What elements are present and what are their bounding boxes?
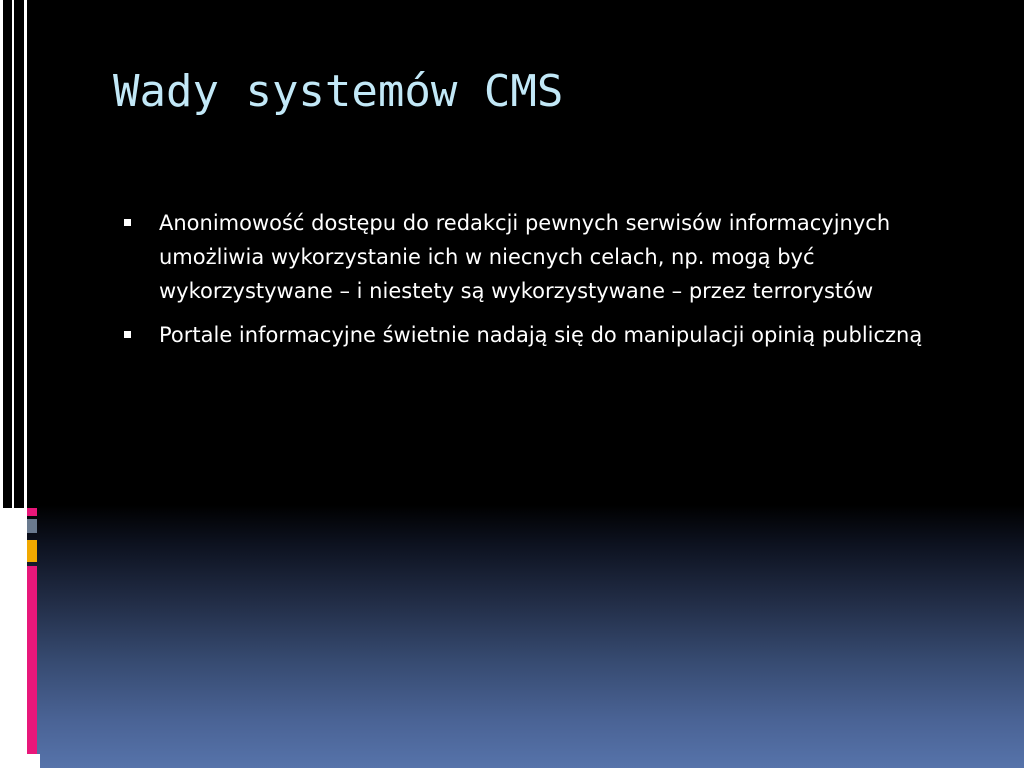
square-bullet-icon bbox=[124, 331, 131, 338]
decorative-white-edge-bottom bbox=[0, 754, 40, 768]
decorative-stripe bbox=[3, 0, 12, 508]
bullet-item bbox=[120, 318, 970, 352]
bullet-item bbox=[120, 206, 970, 308]
bullet-list bbox=[120, 206, 970, 362]
bullet-text: Anonimowość dostępu do redakcji pewnych serwisów informacyjnych umożliwia wykorzystanie ich w niecnych celach, np. mogą być wykorzystywane – i niestety są wykorzystywane – przez terrorystów bbox=[159, 211, 891, 303]
accent-block-gray bbox=[27, 519, 37, 533]
decorative-stripe bbox=[27, 0, 40, 508]
accent-block-pink bbox=[27, 508, 37, 516]
slide-title: Wady systemów CMS bbox=[113, 66, 564, 117]
decorative-stripe bbox=[14, 0, 24, 508]
bullet-text: Portale informacyjne świetnie nadają się do manipulacji opinią publiczną bbox=[159, 323, 923, 347]
decorative-white-edge bbox=[0, 508, 27, 768]
accent-block-orange bbox=[27, 540, 37, 562]
decorative-white-stripes bbox=[0, 0, 40, 508]
square-bullet-icon bbox=[124, 219, 131, 226]
accent-block-pink-long bbox=[27, 566, 37, 754]
